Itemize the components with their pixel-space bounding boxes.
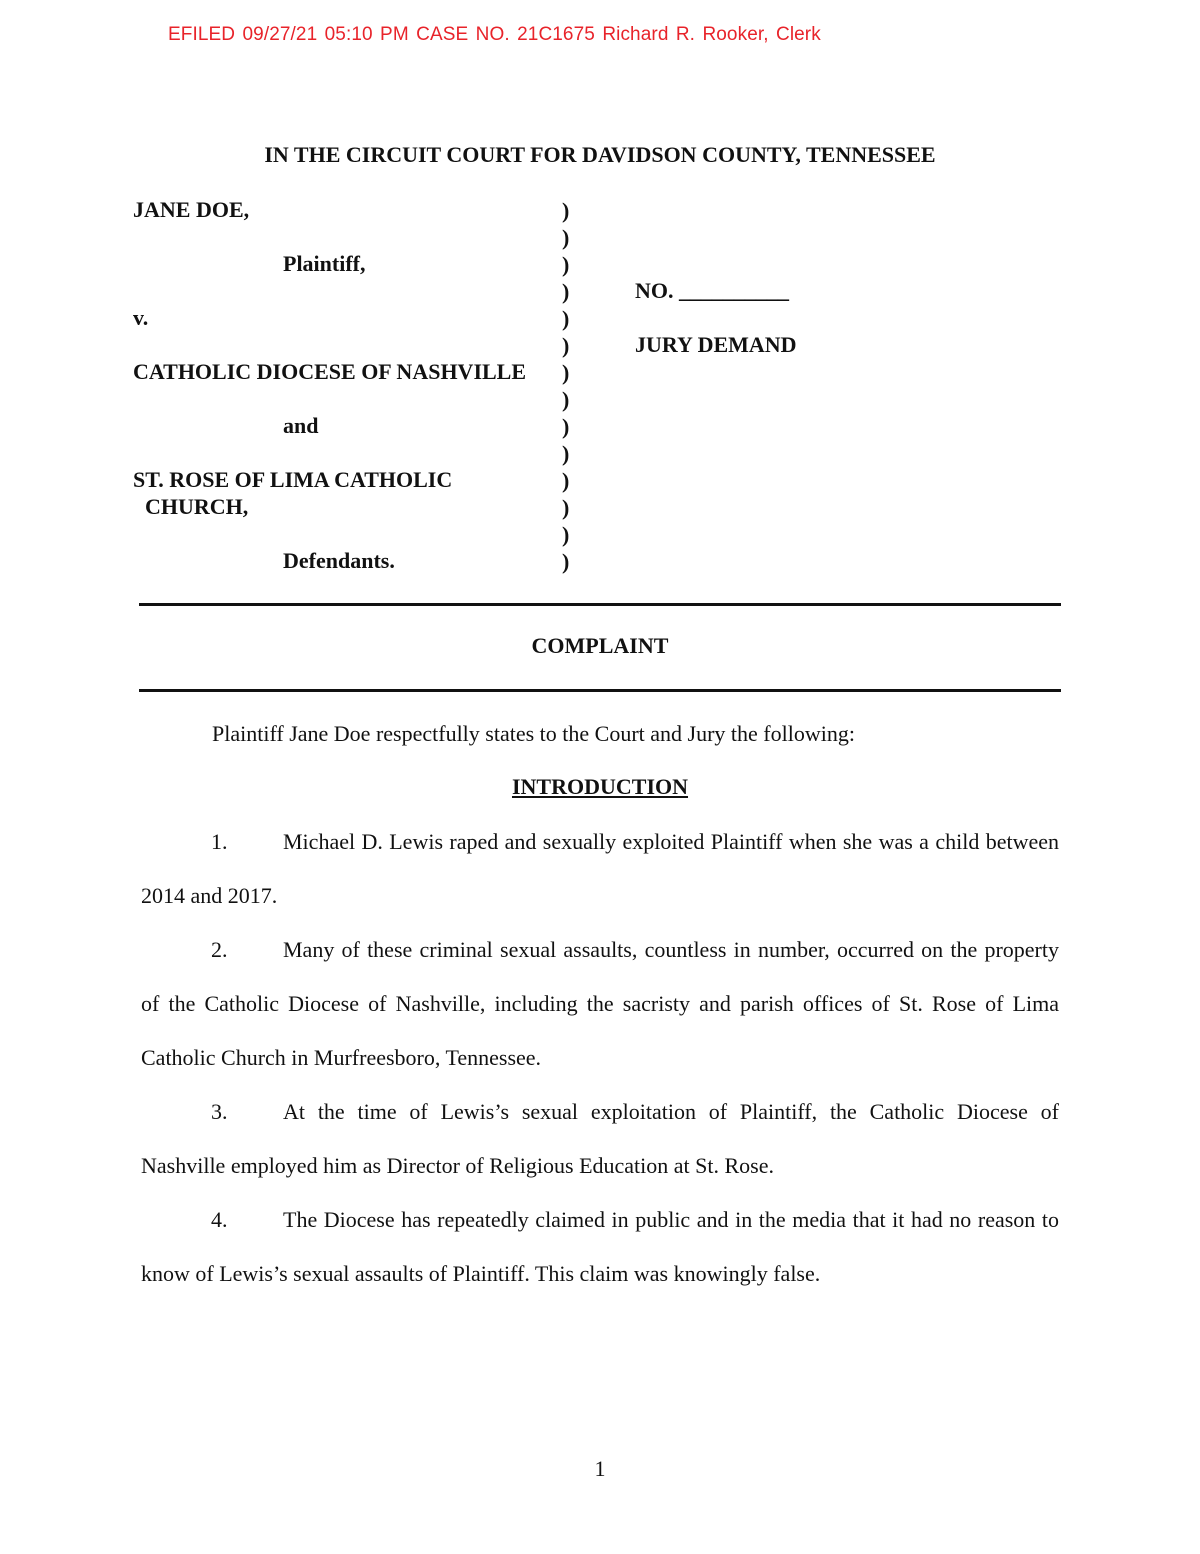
paragraph-number: 1. bbox=[211, 829, 228, 854]
caption-paren: ) bbox=[562, 495, 570, 520]
jury-demand: JURY DEMAND bbox=[635, 332, 797, 357]
caption-paren: ) bbox=[562, 252, 570, 277]
defendant-diocese: CATHOLIC DIOCESE OF NASHVILLE bbox=[133, 359, 527, 384]
case-number-label: NO. __________ bbox=[635, 278, 789, 303]
caption-paren: ) bbox=[562, 387, 570, 412]
paragraph-text: Michael D. Lewis raped and sexually exploited Plaintiff when she was a child between 2014 and 2017. bbox=[141, 829, 1059, 908]
caption-paren: ) bbox=[562, 279, 570, 304]
versus-label: v. bbox=[133, 305, 149, 330]
caption-paren: ) bbox=[562, 522, 570, 547]
conjunction-and: and bbox=[283, 413, 319, 438]
caption-paren: ) bbox=[562, 549, 570, 574]
paragraph-1 bbox=[141, 815, 1059, 923]
paragraph-text: Many of these criminal sexual assaults, countless in number, occurred on the property of the Catholic Diocese of Nashville, including the sacristy and parish offices of St. Rose of Lima Catholic Church in Murfreesboro, Tennessee. bbox=[141, 937, 1059, 1070]
caption-paren: ) bbox=[562, 360, 570, 385]
paragraph-text: At the time of Lewis’s sexual exploitation of Plaintiff, the Catholic Diocese of Nashville employed him as Director of Religious Education at St. Rose. bbox=[141, 1099, 1059, 1178]
defendant-role: Defendants. bbox=[283, 548, 395, 573]
caption-paren: ) bbox=[562, 225, 570, 250]
caption-paren: ) bbox=[562, 333, 570, 358]
caption-paren: ) bbox=[562, 441, 570, 466]
plaintiff-role: Plaintiff, bbox=[283, 251, 366, 276]
paragraph-3 bbox=[141, 1085, 1059, 1193]
paragraph-number: 3. bbox=[211, 1099, 228, 1124]
defendant-church-line1: ST. ROSE OF LIMA CATHOLIC bbox=[133, 467, 453, 492]
plaintiff-name: JANE DOE, bbox=[133, 197, 250, 222]
page-number: 1 bbox=[594, 1456, 606, 1481]
caption-paren: ) bbox=[562, 198, 570, 223]
efiled-stamp: EFILED 09/27/21 05:10 PM CASE NO. 21C1675 Richard R. Rooker, Clerk bbox=[168, 24, 821, 45]
caption-paren: ) bbox=[562, 468, 570, 493]
section-heading: INTRODUCTION bbox=[511, 774, 689, 799]
opening-statement: Plaintiff Jane Doe respectfully states to the Court and Jury the following: bbox=[212, 721, 855, 746]
court-title: IN THE CIRCUIT COURT FOR DAVIDSON COUNTY, TENNESSEE bbox=[264, 142, 936, 167]
caption-paren: ) bbox=[562, 414, 570, 439]
divider-top bbox=[139, 603, 1061, 606]
caption-paren-column bbox=[562, 197, 582, 575]
paragraph-number: 4. bbox=[211, 1207, 228, 1232]
defendant-church-line2: CHURCH, bbox=[145, 494, 249, 519]
divider-bottom bbox=[139, 689, 1061, 692]
document-title: COMPLAINT bbox=[531, 633, 669, 658]
paragraph-text: The Diocese has repeatedly claimed in public and in the media that it had no reason to know of Lewis’s sexual assaults of Plaintiff. This claim was knowingly false. bbox=[141, 1207, 1059, 1286]
caption-paren: ) bbox=[562, 306, 570, 331]
paragraph-number: 2. bbox=[211, 937, 228, 962]
paragraph-4 bbox=[141, 1193, 1059, 1301]
paragraph-2 bbox=[141, 923, 1059, 1085]
